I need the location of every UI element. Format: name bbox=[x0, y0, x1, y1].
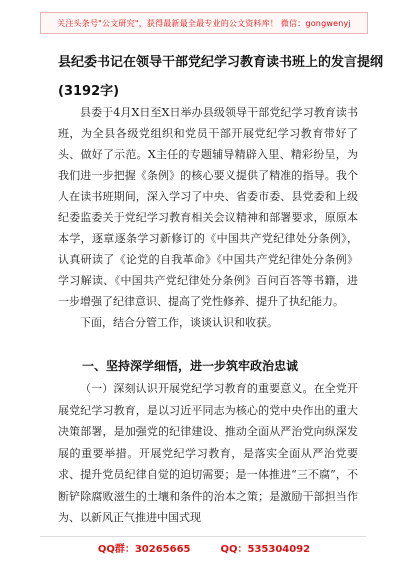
intro-paragraph-1: 县委于4月X日至X日举办县级领导干部党纪学习教育读书班，为全县各级党组织和党员干部开展党纪学习教育带好了头、做好了示范。X主任的专题辅导精辟入里、精彩纷呈，为我们进一步把握《条例》的核心要义提供了精准的指导。我个人在读书班期间，深入学习了中央、省委市委、县党委和上级纪委监委关于党纪学习教育相关会议精神和部署要求，原原本本学，逐章逐条学习新修订的《中国共产党纪律处分条例》，认真研读了《论党的自我革命》《中国共产党纪律处分条例》学习解读、《中国共产党纪律处分条例》百问百答等书籍，进一步增强了纪律意识、提高了党性修养、提升了执纪能力。 bbox=[58, 106, 358, 308]
promo-banner-text: 关注头条号"公文研究"，获得最新最全最专业的公文资料库！ 微信：gongwenyj bbox=[57, 18, 351, 28]
section-paragraph-1: （一）深刻认识开展党纪学习教育的重要意义。在全党开展党纪学习教育，是以习近平同志为核心的党中央作出的重大决策部署，是加强党的纪律建设、推动全面从严治党向纵深发展的重要举措。开展党纪学习教育，是落实全面从严治党要求、提升党员纪律自觉的迫切需要；是一体推进“三不腐”，不断铲除腐败滋生的土壤和条件的治本之策；是激励干部担当作为、以新风正气推进中国式现 bbox=[58, 382, 358, 524]
intro-text bbox=[58, 102, 358, 333]
footer bbox=[0, 540, 408, 562]
footer-qq-group: QQ群：30265665 bbox=[97, 544, 191, 555]
promo-banner bbox=[40, 12, 368, 34]
word-count: (3192字) bbox=[58, 84, 120, 99]
section-text bbox=[58, 378, 358, 529]
section-heading: 一、坚持深学细悟，进一步筑牢政治忠诚 bbox=[82, 359, 299, 373]
footer-divider bbox=[40, 536, 366, 537]
footer-qq: QQ：535304092 bbox=[220, 544, 311, 555]
document-title: 县纪委书记在领导干部党纪学习教育读书班上的发言提纲 bbox=[58, 55, 384, 70]
intro-paragraph-2: 下面，结合分管工作，谈谈认识和收获。 bbox=[80, 316, 278, 329]
